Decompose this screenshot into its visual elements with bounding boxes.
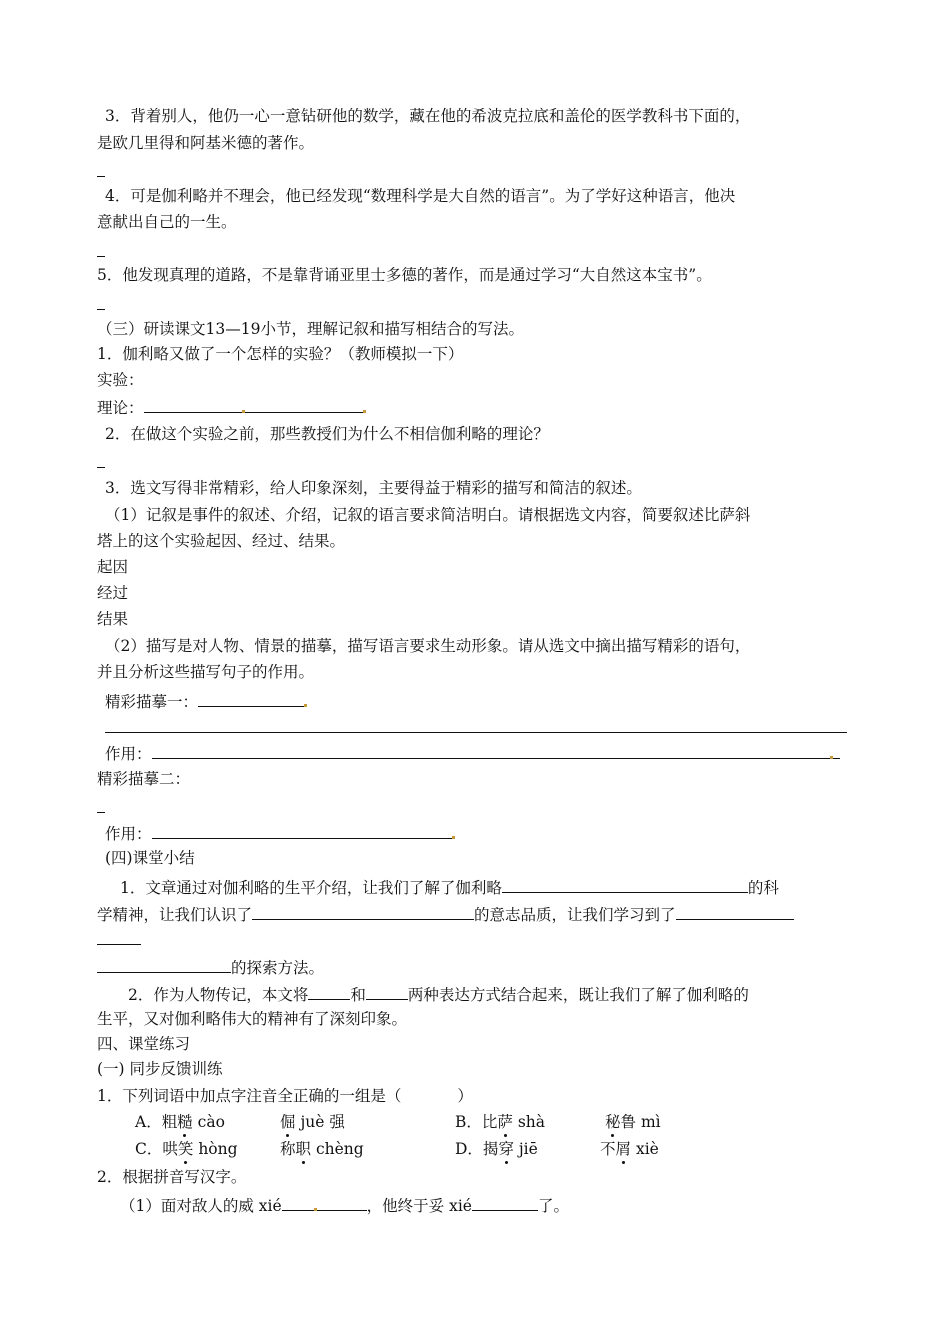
q3-part2-line-1: （2）描写是对人物、情景的描摹，描写语言要求生动形象。请从选文中摘出描写精彩的语句，: [105, 637, 751, 655]
answer-blank[interactable]: [282, 1194, 314, 1211]
option-c-word-2: 称职 chèng: [280, 1140, 364, 1158]
theory-label: 理论：: [97, 399, 144, 417]
sync-training-heading: (一) 同步反馈训练: [97, 1060, 223, 1078]
practice-question-1-text: 1．下列词语中加点字注音全正确的一组是（: [97, 1087, 402, 1105]
marker: [363, 410, 366, 413]
summary-2-text: 2．作为人物传记，本文将: [128, 986, 309, 1004]
section-4-heading: (四)课堂小结: [105, 849, 195, 867]
cause-label: 起因: [97, 558, 129, 576]
description-2-label: 精彩描摹二：: [97, 770, 191, 788]
experiment-label: 实验：: [97, 371, 144, 389]
answer-rule[interactable]: [105, 732, 847, 733]
option-c[interactable]: C．哄笑 hòng: [135, 1140, 238, 1158]
effect-label: 作用：: [105, 825, 152, 843]
summary-1-text: 的科: [747, 879, 779, 897]
process-label: 经过: [97, 584, 129, 602]
question-3: 3．选文写得非常精彩，给人印象深刻，主要得益于精彩的描写和简洁的叙述。: [105, 479, 642, 497]
answer-blank[interactable]: [152, 742, 830, 759]
q3-part2-line-2: 并且分析这些描写句子的作用。: [97, 663, 315, 681]
answer-blank[interactable]: [676, 903, 794, 920]
answer-blank[interactable]: [472, 1194, 538, 1211]
summary-1-line-1: [120, 876, 779, 898]
option-a-word-2: 倔 juè 强: [280, 1113, 345, 1131]
summary-1-text: 1．文章通过对伽利略的生平介绍，让我们了解了伽利略: [120, 879, 502, 897]
answer-blank[interactable]: [317, 1194, 367, 1211]
option-a[interactable]: A．粗糙 cào: [135, 1113, 225, 1131]
summary-1-line-3: [97, 956, 324, 978]
description-1-line: [105, 690, 307, 712]
effect-2-line: [105, 822, 455, 844]
effect-1-line: [105, 742, 840, 764]
answer-blank[interactable]: [152, 822, 452, 839]
answer-blank[interactable]: [833, 742, 840, 759]
q4-line-1: 4．可是伽利略并不理会，他已经发现“数理科学是大自然的语言”。为了学好这种语言，他决: [105, 187, 736, 205]
result-label: 结果: [97, 610, 129, 628]
option-d-word-2: 不屑 xiè: [600, 1140, 659, 1158]
summary-1-text: 的探索方法。: [231, 959, 325, 977]
theory-line: [97, 396, 366, 418]
summary-2-line-1: [128, 983, 749, 1005]
effect-label: 作用：: [105, 745, 152, 763]
description-1-label: 精彩描摹一：: [105, 693, 199, 711]
answer-blank[interactable]: [366, 983, 408, 1000]
q3-line-2: 是欧几里得和阿基米德的著作。: [97, 134, 315, 152]
q3-line-1: 3．背着别人，他仍一心一意钻研他的数学，藏在他的希波克拉底和盖伦的医学教科书下面的，: [105, 107, 751, 125]
answer-dash: [97, 309, 105, 310]
option-b-word-2: 秘鲁 mì: [605, 1113, 661, 1131]
option-b[interactable]: B．比萨 shà: [455, 1113, 546, 1131]
question-2: 2．在做这个实验之前，那些教授们为什么不相信伽利略的理论？: [105, 425, 549, 443]
answer-blank[interactable]: [144, 396, 242, 413]
summary-1-text: 的意志品质，让我们学习到了: [474, 906, 676, 924]
answer-blank[interactable]: [97, 956, 231, 973]
part-4-heading: 四、课堂练习: [97, 1035, 191, 1053]
answer-dash: [97, 176, 105, 177]
summary-1-line-2: [97, 903, 794, 925]
summary-2-text: 和: [350, 986, 366, 1004]
summary-2-text: 两种表达方式结合起来，既让我们了解了伽利略的: [407, 986, 749, 1004]
q5-line: 5．他发现真理的道路，不是靠背诵亚里士多德的著作，而是通过学习“大自然这本宝书”。: [97, 266, 712, 284]
q3-part1-line-1: （1）记叙是事件的叙述、介绍，记叙的语言要求简洁明白。请根据选文内容，简要叙述比萨斜: [105, 506, 751, 524]
answer-blank[interactable]: [252, 903, 474, 920]
summary-1-text: 学精神，让我们认识了: [97, 906, 253, 924]
answer-dash: [97, 944, 141, 945]
answer-blank[interactable]: [198, 690, 304, 707]
answer-blank[interactable]: [245, 396, 363, 413]
summary-2-line-2: 生平，又对伽利略伟大的精神有了深刻印象。: [97, 1010, 408, 1028]
answer-dash: [97, 467, 105, 468]
q3-part1-line-2: 塔上的这个实验起因、经过、结果。: [97, 532, 346, 550]
answer-blank[interactable]: [308, 983, 350, 1000]
practice-question-2-item-1: （1）面对敌人的威 xié ，他终于妥 xié 了。: [120, 1194, 569, 1216]
answer-dash: [97, 256, 105, 257]
answer-blank[interactable]: [502, 876, 748, 893]
close-paren: ）: [457, 1087, 473, 1105]
practice-question-2: 2．根据拼音写汉字。: [97, 1168, 247, 1186]
practice-question-1: [97, 1086, 473, 1106]
marker: [452, 836, 455, 839]
section-3-heading: （三）研读课文13—19小节，理解记叙和描写相结合的写法。: [97, 320, 524, 338]
question-1: 1．伽利略又做了一个怎样的实验？（教师模拟一下）: [97, 345, 464, 363]
option-d[interactable]: D．揭穿 jiē: [455, 1140, 538, 1158]
answer-dash: [97, 812, 105, 813]
marker: [304, 704, 307, 707]
q4-line-2: 意献出自己的一生。: [97, 213, 237, 231]
